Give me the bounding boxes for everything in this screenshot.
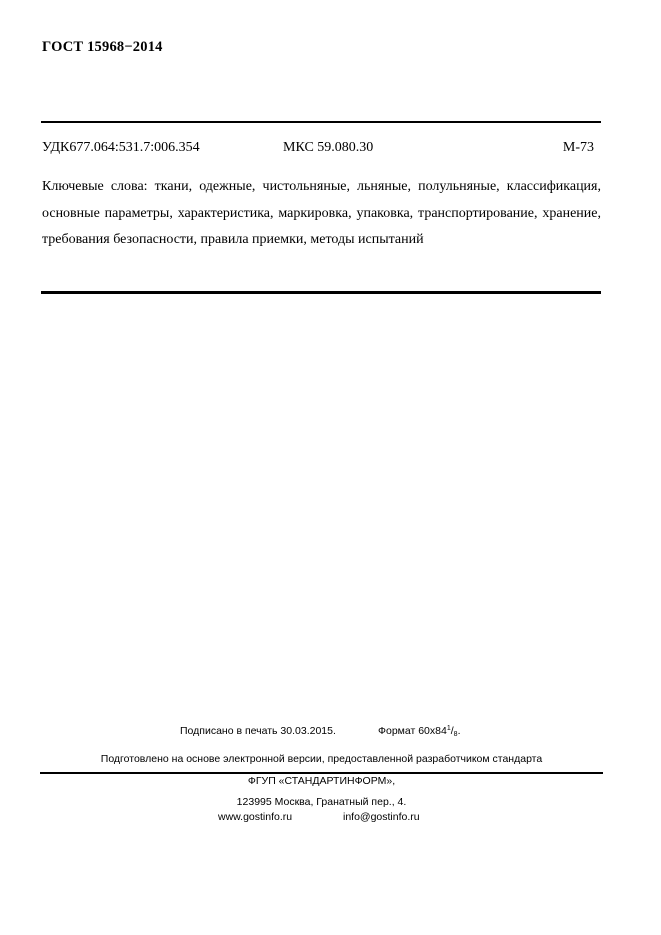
document-title: ГОСТ 15968−2014 [42, 39, 163, 55]
keywords-paragraph: Ключевые слова: ткани, одежные, чистольняные, льняные, полульняные, классификация, основные параметры, характеристика, маркировка, упаковка, транспортирование, хранение, требования безопасности, правила приемки, методы испытаний [42, 179, 601, 247]
email-link[interactable]: info@gostinfo.ru [343, 811, 420, 823]
format-denominator: 8 [453, 731, 458, 738]
classification-row [42, 140, 594, 158]
publisher-name: ФГУП «СТАНДАРТИНФОРМ», [247, 775, 396, 787]
publisher-address: 123995 Москва, Гранатный пер., 4. [236, 796, 407, 808]
udc-code: УДК677.064:531.7:006.354 [42, 140, 200, 155]
footer-divider [40, 772, 603, 774]
website-link[interactable]: www.gostinfo.ru [218, 811, 293, 823]
top-divider [41, 121, 601, 123]
bottom-divider [41, 291, 601, 294]
format-slash: / [450, 725, 454, 737]
format-period: . [457, 725, 461, 737]
format-numerator: 1 [446, 725, 451, 732]
m-code: М-73 [562, 140, 594, 155]
prepared-note: Подготовлено на основе электронной версии, предоставленной разработчиком стандарта [100, 753, 543, 765]
format-label: Формат 60x84 [378, 725, 447, 737]
signed-date: Подписано в печать 30.03.2015. [180, 725, 336, 737]
mks-code: МКС 59.080.30 [283, 140, 374, 155]
paper-format [378, 725, 460, 738]
